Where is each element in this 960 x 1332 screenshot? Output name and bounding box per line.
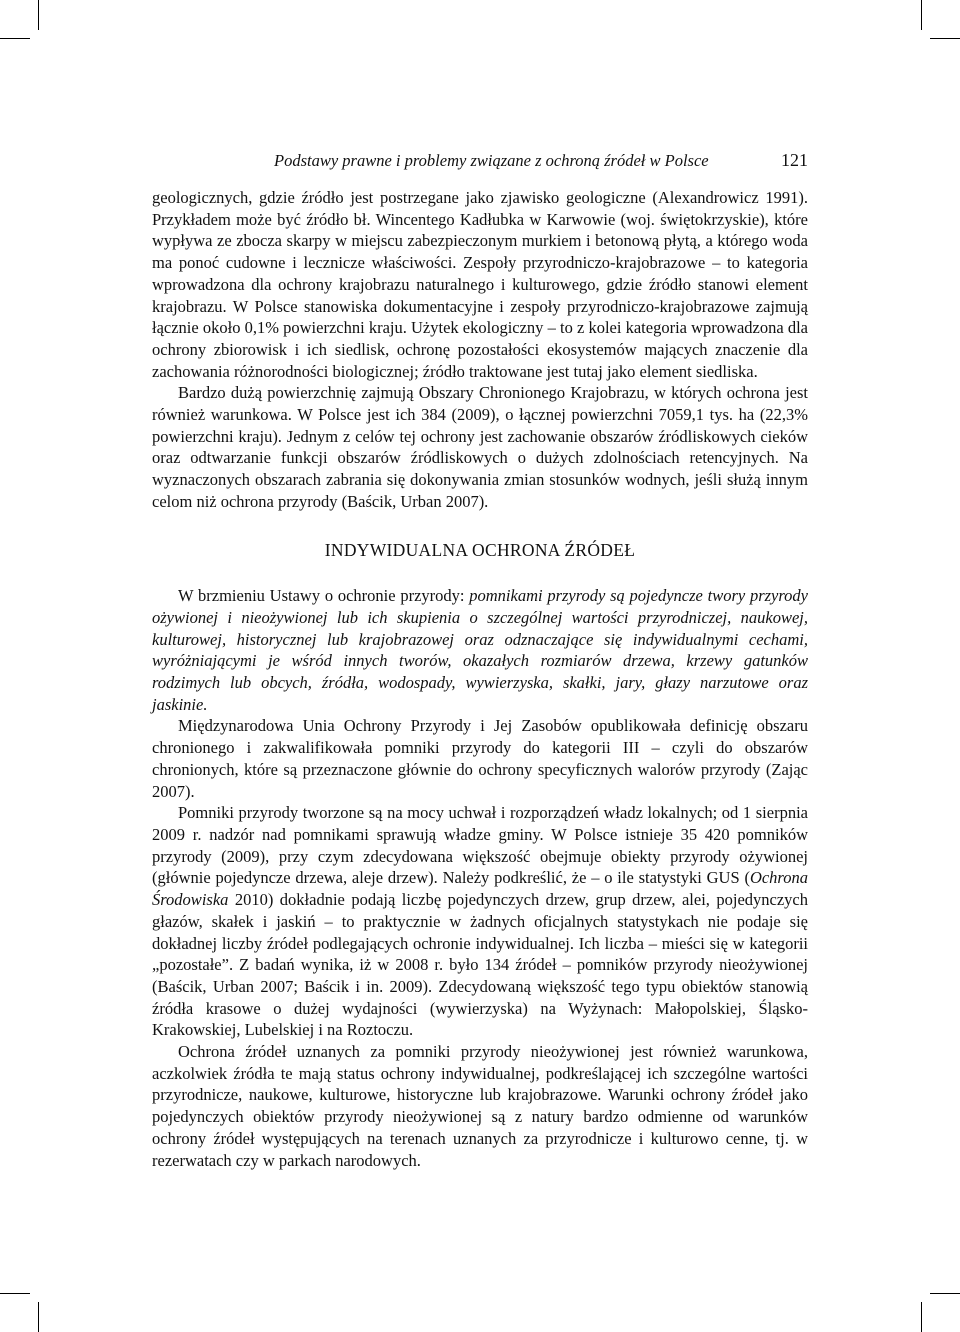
- crop-mark-top-right-h: [930, 38, 960, 39]
- pomniki-part2: 2010) dokładnie podają liczbę pojedynczych drzew, grup drzew, alei, pojedynczych głazów, skałek i jaskiń – to praktycznie w żadnych oficjalnych statystykach nie podaje się dokładnej liczby źródeł podlegających ochronie indywidualnej. Ich liczba – mieści się w kategorii „pozostałe”. Z badań wynika, iż w 2008 r. było 134 źródeł – pomników przyrody nieożywionej (Baścik, Urban 2007; Baścik i in. 2009). Zdecydowaną większość tego typu obiektów stanowią źródła krasowe o dużej wydajności (wywierzyska) na Wyżynach: Małopolskiej, Śląsko-Krakowskiej, Lubelskiej i na Roztoczu.: [152, 890, 808, 1040]
- paragraph-ochk: Bardzo dużą powierzchnię zajmują Obszary Chronionego Krajobrazu, w których ochrona jest również warunkowa. W Polsce jest ich 384 (2009), o łącznej powierzchni 7059,1 tys. ha (22,3% powierzchni kraju). Jednym z celów tej ochrony jest zachowanie obszarów źródliskowych cieków oraz odtwarzanie funkcji obszarów źródliskowych o dużych zdolnościach retencyjnych. Na wyznaczonych obszarach zabrania się dokonywania zmian stosunków wodnych, jeśli służą innym celom niż ochrona przyrody (Baścik, Urban 2007).: [152, 383, 808, 511]
- running-title: Podstawy prawne i problemy związane z ochroną źródeł w Polsce: [274, 151, 709, 170]
- crop-mark-bottom-left: [38, 1302, 39, 1332]
- crop-mark-top-left-h: [0, 38, 30, 39]
- crop-mark-bottom-right-h: [930, 1293, 960, 1294]
- pomniki-part1: Pomniki przyrody tworzone są na mocy uchwał i rozporządzeń władz lokalnych; od 1 sierpnia 2009 r. nadzór nad pomnikami sprawują władze gminy. W Polsce istnieje 35 420 pomników przyrody (2009), przy czym zdecydowana większość obejmuje obiekty przyrody ożywionej (głównie pojedyncze drzewa, aleje drzew). Należy podkreślić, że – o ile statystyki GUS (: [152, 803, 808, 888]
- paragraph-ustawa: [152, 585, 808, 715]
- ustawa-quote: pomnikami przyrody są pojedyncze twory przyrody ożywionej i nieożywionej lub ich skupienia o szczególnej wartości przyrodniczej, naukowej, kulturowej, historycznej lub krajobrazowej oraz odznaczające się indywidualnymi cechami, wyróżniającymi je wśród innych tworów, okazałych rozmiarów drzewa, krzewy gatunków rodzimych lub obcych, źródła, wodospady, wywierzyska, skałki, jary, głazy narzutowe oraz jaskinie.: [152, 586, 809, 714]
- pomniki-italic-title: Ochrona Środowiska: [152, 868, 808, 910]
- crop-mark-bottom-left-h: [0, 1293, 30, 1294]
- running-header: [152, 150, 808, 174]
- paragraph-continued: geologicznych, gdzie źródło jest postrzegane jako zjawisko geologiczne (Alexandrowicz 1991). Przykładem może być źródło bł. Wincentego Kadłubka w Karwowie (woj. świętokrzyskie), które wypływa ze zbocza skarpy w miejscu zabezpieczonym murkiem i betonową płytą, a którego woda ma ponoć cudowne i lecznicze właściwości. Zespoły przyrodniczo-krajobrazowe – to kategoria wprowadzona dla ochrony krajobrazu naturalnego i kulturowego, gdzie źródło stanowi element krajobrazu. W Polsce stanowiska dokumentacyjne i zespoły przyrodniczo-krajobrazowe zajmują łącznie około 0,1% powierzchni kraju. Użytek ekologiczny – to z kolei kategoria wprowadzona dla ochrony zbiorowisk i ich siedlisk, ochronę pozostałości ekosystemów mających znaczenie dla zachowania różnorodności biologicznej; źródło traktowane jest tutaj jako element siedliska.: [152, 188, 808, 381]
- paragraph-iucn: Międzynarodowa Unia Ochrony Przyrody i Jej Zasobów opublikowała definicję obszaru chronionego i zakwalifikowała pomniki przyrody do kategorii III – czyli do obszarów chronionych, które są przeznaczone głównie do ochrony specyficznych walorów przyrody (Zając 2007).: [152, 716, 808, 801]
- page-number: 121: [781, 150, 808, 170]
- section-heading: INDYWIDUALNA OCHRONA ŹRÓDEŁ: [324, 539, 636, 560]
- crop-mark-bottom-right: [921, 1302, 922, 1332]
- paragraph-pomniki: [152, 802, 808, 1041]
- ustawa-lead: W brzmieniu Ustawy o ochronie przyrody:: [178, 586, 470, 606]
- paragraph-final: Ochrona źródeł uznanych za pomniki przyrody nieożywionej jest również warunkowa, aczkolwiek źródła te mają status ochrony indywidualnej, podkreślającej ich szczególne wartości przyrodnicze, naukowe, kulturowe, historyczne lub krajobrazowe. Warunki ochrony źródeł jako pojedynczych obiektów przyrody nieożywionej są z natury bardzo odmienne od warunków ochrony źródeł występujących na terenach uznanych za przyrodnicze i kulturowo cenne, tj. w rezerwatach czy w parkach narodowych.: [152, 1042, 808, 1170]
- crop-mark-top-left: [38, 0, 39, 30]
- body-text: [152, 187, 808, 1171]
- crop-mark-top-right: [921, 0, 922, 30]
